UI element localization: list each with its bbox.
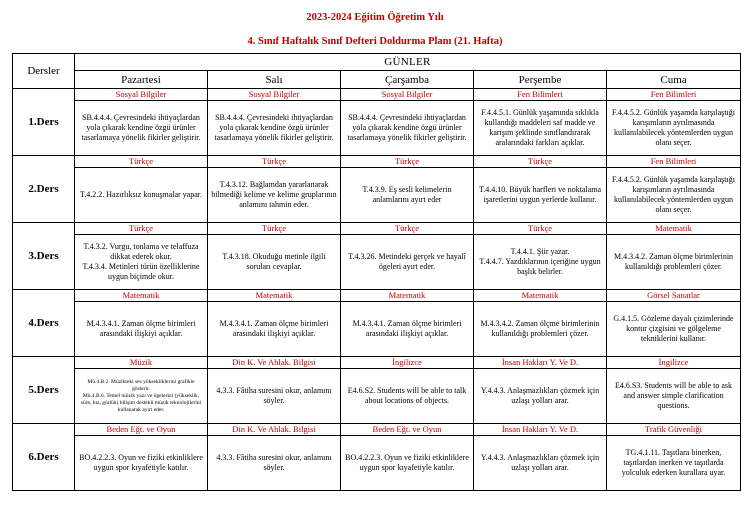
outcome-text [341,369,473,423]
day-header-thursday: Perşembe [474,71,607,89]
outcome-text [341,168,473,222]
plan-cell [75,424,208,491]
outcome-text-inner: T.4.3.26. Metindeki gerçek ve hayalî ögeleri ayırt eder. [348,252,466,271]
outcome-text-inner: Y.4.4.3. Anlaşmazlıkları çözmek için uzlaşı yolları arar. [480,453,600,472]
plan-cell [474,223,607,290]
subject-label: İnsan Hakları Y. Ve D. [474,424,606,436]
outcome-text [341,302,473,356]
subject-label: Müzik [75,357,207,369]
outcome-text-inner: 4.3.3. Fâtiha suresini okur, anlamını söyler. [216,453,332,472]
subject-label: Sosyal Bilgiler [208,89,340,101]
plan-cell [341,290,474,357]
subject-label: Türkçe [208,223,340,235]
lesson-number: 5.Ders [13,357,75,424]
outcome-text-inner: M.4.3.4.2. Zaman ölçme birimlerinin kullanıldığı problemleri çözer. [480,319,600,338]
lesson-number: 3.Ders [13,223,75,290]
subject-label: Din K. Ve Ahlak. Bilgisi [208,357,340,369]
plan-cell [474,89,607,156]
plan-cell [75,357,208,424]
outcome-text [607,436,740,490]
subject-label: İngilizce [607,357,740,369]
outcome-text-inner: T.4.2.2. Hazırlıksız konuşmalar yapar. [79,190,203,199]
plan-cell [607,424,741,491]
plan-cell [607,223,741,290]
plan-cell [341,424,474,491]
outcome-text-inner: T.4.3.9. Eş sesli kelimelerin anlamlarını ayırt eder [362,185,452,204]
subject-label: Matematik [208,290,340,302]
outcome-text [474,436,606,490]
gunler-header: GÜNLER [75,54,741,71]
outcome-text [607,101,740,155]
dersler-header: Dersler [13,54,75,89]
outcome-text-inner: BO.4.2.2.3. Oyun ve fiziki etkinliklere uygun spor kıyafetiyle katılır. [345,453,469,472]
outcome-text-inner: SB.4.4.4. Çevresindeki ihtiyaçlardan yola çıkarak kendine özgü ürünler tasarlamaya yönelik fikirler geliştirir. [347,113,467,142]
outcome-text-inner: M.4.3.4.1. Zaman ölçme birimleri arasındaki ilişkiyi açıklar. [86,319,196,338]
lesson-number: 6.Ders [13,424,75,491]
plan-cell [75,290,208,357]
subject-label: Türkçe [341,223,473,235]
outcome-text [341,436,473,490]
plan-cell [75,89,208,156]
outcome-text [607,369,740,423]
plan-cell [474,156,607,223]
subject-label: Türkçe [75,223,207,235]
day-header-tuesday: Salı [208,71,341,89]
plan-cell [474,424,607,491]
outcome-text-inner: F.4.4.5.2. Günlük yaşamda karşılaştığı karışımların ayrılmasında kullanılabilecek yöntemlerden uygun olanı seçer. [612,175,735,214]
plan-cell [208,223,341,290]
outcome-text [75,369,207,423]
outcome-text-inner: M.4.3.4.1. Zaman ölçme birimleri arasındaki ilişkiyi açıklar. [219,319,329,338]
subject-label: Matematik [474,290,606,302]
outcome-text-inner: E4.6.S2. Students will be able to talk about locations of objects. [347,386,467,405]
outcome-text-inner: T.4.3.2. Vurgu, tonlama ve telaffuza dikkat ederek okur. T.4.3.4. Metinleri türün özelliklerine uygun biçimde okur. [82,242,200,281]
plan-cell [341,357,474,424]
outcome-text-inner: BO.4.2.2.3. Oyun ve fiziki etkinliklere uygun spor kıyafetiyle katılır. [79,453,203,472]
plan-cell [474,290,607,357]
outcome-text-inner: Mü.4.B.2. Müzikteki ses yüksekliklerini grafikle gösterir. Mü.4.B.6. Temel müzik yazı ve ögelerini (yükseklik, süre, hız, gürlük) bilişim destekli müzik teknolojilerini kullanarak ayırt eder. [80,378,202,413]
outcome-text-inner: M.4.3.4.1. Zaman ölçme birimleri arasındaki ilişkiyi açıklar. [352,319,462,338]
lesson-number: 2.Ders [13,156,75,223]
subject-label: Fen Bilimleri [607,89,740,101]
outcome-text [341,101,473,155]
plan-cell [75,156,208,223]
subject-label: Türkçe [75,156,207,168]
subject-label: Türkçe [474,156,606,168]
outcome-text-inner: G.4.1.5. Gözleme dayalı çizimlerinde kontur çizgisini ve gölgeleme tekniklerini kullanır. [613,314,734,343]
subject-label: Beden Eğt. ve Oyun [341,424,473,436]
outcome-text [607,302,740,356]
outcome-text [474,168,606,222]
plan-title: 4. Sınıf Haftalık Sınıf Defteri Doldurma Planı (21. Hafta) [247,36,503,47]
outcome-text-inner: T.4.4.10. Büyük harfleri ve noktalama işaretlerini uygun yerlerde kullanır. [478,185,602,204]
lesson-row [13,357,741,424]
lesson-row [13,223,741,290]
subject-label: Türkçe [341,156,473,168]
plan-cell [208,424,341,491]
page-titles [0,0,750,50]
lesson-row [13,424,741,491]
subject-label: Trafik Güvenliği [607,424,740,436]
outcome-text [75,302,207,356]
lesson-number: 4.Ders [13,290,75,357]
subject-label: Görsel Sanatlar [607,290,740,302]
outcome-text [75,235,207,289]
outcome-text-inner: SB.4.4.4. Çevresindeki ihtiyaçlardan yola çıkarak kendine özgü ürünler tasarlamaya yönelik fikirler geliştirir. [81,113,201,142]
subject-label: Sosyal Bilgiler [341,89,473,101]
subject-label: Din K. Ve Ahlak. Bilgisi [208,424,340,436]
lesson-row [13,89,741,156]
weekly-plan-table [12,53,741,491]
outcome-text [208,235,340,289]
day-header-wednesday: Çarşamba [341,71,474,89]
outcome-text-inner: T.4.4.1. Şiir yazar. T.4.4.7. Yazdıklarının içeriğine uygun başlık belirler. [479,247,601,276]
plan-cell [208,89,341,156]
plan-cell [75,223,208,290]
plan-cell [607,290,741,357]
plan-body [13,89,741,491]
plan-cell [607,89,741,156]
outcome-text [607,168,740,222]
outcome-text [75,101,207,155]
plan-cell [208,290,341,357]
day-header-monday: Pazartesi [75,71,208,89]
day-header-friday: Cuma [607,71,741,89]
plan-cell [474,357,607,424]
plan-cell [607,156,741,223]
plan-cell [208,156,341,223]
outcome-text [208,101,340,155]
outcome-text-inner: TG.4.1.11. Taşıtlara binerken, taşıtlardan inerken ve taşıtlarda yolculuk ederken kurallara uyar. [621,448,726,477]
subject-label: Türkçe [474,223,606,235]
outcome-text [75,436,207,490]
subject-label: Beden Eğt. ve Oyun [75,424,207,436]
outcome-text-inner: SB.4.4.4. Çevresindeki ihtiyaçlardan yola çıkarak kendine özgü ürünler tasarlamaya yönelik fikirler geliştirir. [214,113,334,142]
plan-cell [341,156,474,223]
outcome-text [474,369,606,423]
outcome-text-inner: T.4.3.12. Bağlamdan yararlanarak bilmediği kelime ve kelime gruplarının anlamını tahmin eder. [211,180,337,209]
subject-label: İngilizce [341,357,473,369]
subject-label: Matematik [607,223,740,235]
outcome-text [474,302,606,356]
plan-cell [341,89,474,156]
outcome-text [208,302,340,356]
outcome-text [607,235,740,289]
lesson-number: 1.Ders [13,89,75,156]
academic-year-title: 2023-2024 Eğitim Öğretim Yılı [306,12,444,23]
plan-cell [341,223,474,290]
outcome-text [208,369,340,423]
lesson-row [13,290,741,357]
subject-label: Türkçe [208,156,340,168]
plan-cell [607,357,741,424]
plan-cell [208,357,341,424]
outcome-text-inner: 4.3.3. Fâtiha suresini okur, anlamını söyler. [216,386,332,405]
outcome-text-inner: T.4.3.18. Okuduğu metinle ilgili soruları cevaplar. [222,252,326,271]
outcome-text [208,436,340,490]
subject-label: Sosyal Bilgiler [75,89,207,101]
subject-label: Matematik [75,290,207,302]
outcome-text-inner: E4.6.S3. Students will be able to ask and answer simple clarification questions. [614,381,733,410]
outcome-text [75,168,207,222]
subject-label: İnsan Hakları Y. Ve D. [474,357,606,369]
outcome-text [474,235,606,289]
outcome-text [341,235,473,289]
outcome-text [474,101,606,155]
outcome-text [208,168,340,222]
outcome-text-inner: F.4.4.5.1. Günlük yaşamında sıklıkla kullandığı maddeleri saf madde ve karışım şeklinde sınıflandırarak aralarındaki farkları açıklar. [481,108,599,147]
lesson-row [13,156,741,223]
subject-label: Matematik [341,290,473,302]
subject-label: Fen Bilimleri [474,89,606,101]
outcome-text-inner: Y.4.4.3. Anlaşmazlıkları çözmek için uzlaşı yolları arar. [480,386,600,405]
outcome-text-inner: F.4.4.5.2. Günlük yaşamda karşılaştığı karışımların ayrılmasında kullanılabilecek yöntemlerden uygun olanı seçer. [612,108,735,147]
subject-label: Fen Bilimleri [607,156,740,168]
outcome-text-inner: M.4.3.4.2. Zaman ölçme birimlerinin kullanıldığı problemleri çözer. [613,252,734,271]
